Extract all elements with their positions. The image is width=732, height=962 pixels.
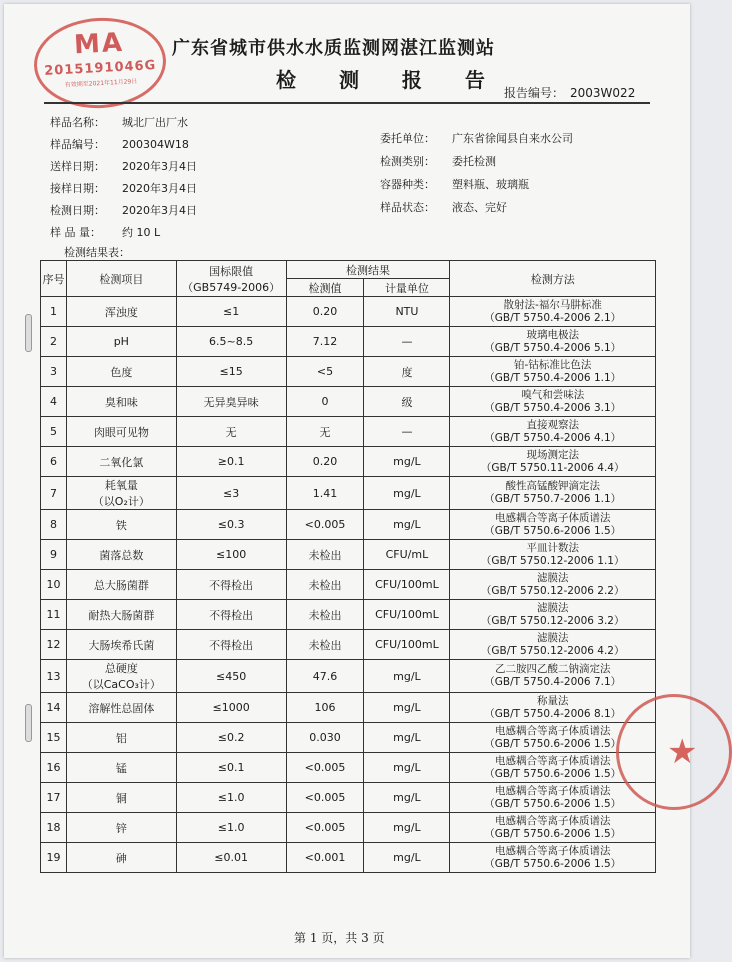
cell-method bbox=[450, 540, 656, 570]
cell-no: 3 bbox=[41, 357, 67, 387]
cell-limit: ≤1000 bbox=[176, 693, 286, 723]
binder-clip-top bbox=[25, 314, 32, 352]
report-number-label: 报告编号： bbox=[504, 86, 565, 100]
method-name: 滤膜法 bbox=[536, 571, 569, 584]
item-name: 铝 bbox=[115, 731, 127, 745]
cell-item bbox=[66, 630, 176, 660]
cell-value: 0 bbox=[286, 387, 364, 417]
method-name: 电感耦合等离子体质谱法 bbox=[494, 754, 611, 767]
cell-value: 7.12 bbox=[286, 327, 364, 357]
cma-stamp-code: 2015191046G bbox=[43, 58, 157, 79]
cell-unit: CFU/mL bbox=[364, 540, 450, 570]
cell-item bbox=[66, 753, 176, 783]
cma-stamp-logo: MA bbox=[73, 27, 125, 61]
cell-unit: — bbox=[364, 327, 450, 357]
cell-method bbox=[450, 843, 656, 873]
info-label: 接样日期： bbox=[50, 182, 105, 195]
cell-unit: mg/L bbox=[364, 477, 450, 510]
cell-item bbox=[66, 327, 176, 357]
item-basis: （以CaCO₃计） bbox=[81, 678, 161, 691]
item-name: 臭和味 bbox=[104, 395, 138, 409]
method-name: 电感耦合等离子体质谱法 bbox=[494, 814, 611, 827]
cell-no: 14 bbox=[41, 693, 67, 723]
cell-method bbox=[450, 447, 656, 477]
info-value: 2020年3月4日 bbox=[122, 160, 197, 173]
cell-item bbox=[66, 297, 176, 327]
method-standard: （GB/T 5750.4-2006 3.1） bbox=[484, 401, 622, 414]
item-basis: （以O₂计） bbox=[92, 495, 150, 508]
info-value: 2020年3月4日 bbox=[122, 204, 197, 217]
item-name: 总硬度 bbox=[104, 662, 138, 675]
item-name: 砷 bbox=[115, 851, 127, 865]
cell-no: 8 bbox=[41, 510, 67, 540]
cell-unit: CFU/100mL bbox=[364, 600, 450, 630]
cell-value: <0.001 bbox=[286, 843, 364, 873]
info-value: 200304W18 bbox=[122, 138, 189, 151]
method-name: 乙二胺四乙酸二钠滴定法 bbox=[494, 663, 611, 675]
info-label: 检测日期： bbox=[50, 204, 105, 217]
item-name: 铜 bbox=[115, 791, 127, 805]
cell-limit: ≤0.1 bbox=[176, 753, 286, 783]
cell-value: 106 bbox=[286, 693, 364, 723]
method-name: 电感耦合等离子体质谱法 bbox=[494, 784, 611, 797]
method-name: 玻璃电极法 bbox=[526, 328, 579, 341]
cell-unit: mg/L bbox=[364, 660, 450, 693]
info-label: 容器种类： bbox=[380, 178, 435, 191]
method-name: 电感耦合等离子体质谱法 bbox=[494, 724, 611, 737]
method-standard: （GB/T 5750.6-2006 1.5） bbox=[484, 857, 622, 870]
info-value: 液态、完好 bbox=[452, 201, 507, 214]
binder-clip-bottom bbox=[25, 704, 32, 742]
cell-unit: mg/L bbox=[364, 843, 450, 873]
info-send-date bbox=[50, 158, 197, 174]
report-number bbox=[504, 84, 635, 101]
info-amount bbox=[50, 224, 160, 240]
info-test-date bbox=[50, 202, 197, 218]
method-name: 现场测定法 bbox=[526, 448, 579, 461]
method-name: 滤膜法 bbox=[536, 601, 569, 614]
cell-method bbox=[450, 297, 656, 327]
method-name: 直接观察法 bbox=[526, 418, 579, 431]
cell-unit: CFU/100mL bbox=[364, 630, 450, 660]
table-row bbox=[41, 357, 656, 387]
method-standard: （GB/T 5750.12-2006 3.2） bbox=[480, 614, 625, 627]
cell-item bbox=[66, 570, 176, 600]
cell-unit: NTU bbox=[364, 297, 450, 327]
item-name: 锌 bbox=[115, 821, 127, 835]
table-row bbox=[41, 753, 656, 783]
cell-no: 11 bbox=[41, 600, 67, 630]
table-row bbox=[41, 630, 656, 660]
cell-limit: ≥0.1 bbox=[176, 447, 286, 477]
table-row bbox=[41, 297, 656, 327]
official-seal bbox=[616, 694, 732, 810]
cell-unit: mg/L bbox=[364, 753, 450, 783]
method-name: 滤膜法 bbox=[536, 631, 569, 644]
cell-no: 12 bbox=[41, 630, 67, 660]
item-name: 总大肠菌群 bbox=[93, 578, 149, 592]
cell-limit: 不得检出 bbox=[176, 570, 286, 600]
cell-no: 5 bbox=[41, 417, 67, 447]
method-name: 电感耦合等离子体质谱法 bbox=[494, 844, 611, 857]
cell-method bbox=[450, 327, 656, 357]
header-divider bbox=[44, 102, 650, 104]
cell-item bbox=[66, 387, 176, 417]
cell-method bbox=[450, 693, 656, 723]
cell-unit: mg/L bbox=[364, 723, 450, 753]
cell-value: <0.005 bbox=[286, 510, 364, 540]
cell-value: <0.005 bbox=[286, 753, 364, 783]
method-name: 铂-钴标准比色法 bbox=[514, 358, 592, 371]
organization-name: 广东省城市供水水质监测网湛江监测站 bbox=[172, 38, 495, 59]
header-limit-label: 国标限值 bbox=[209, 264, 254, 278]
method-name: 电感耦合等离子体质谱法 bbox=[494, 511, 611, 524]
cell-method bbox=[450, 387, 656, 417]
cell-method bbox=[450, 783, 656, 813]
cell-no: 7 bbox=[41, 477, 67, 510]
method-standard: （GB/T 5750.4-2006 2.1） bbox=[484, 311, 622, 324]
cell-item bbox=[66, 843, 176, 873]
item-name: 大肠埃希氏菌 bbox=[88, 638, 155, 652]
cell-limit: ≤100 bbox=[176, 540, 286, 570]
table-row bbox=[41, 540, 656, 570]
cell-no: 4 bbox=[41, 387, 67, 417]
cell-unit: mg/L bbox=[364, 510, 450, 540]
method-name: 嗅气和尝味法 bbox=[521, 388, 585, 401]
info-value: 约 10 L bbox=[122, 226, 161, 239]
method-standard: （GB/T 5750.12-2006 4.2） bbox=[480, 644, 625, 657]
cell-limit: ≤1.0 bbox=[176, 813, 286, 843]
cell-no: 1 bbox=[41, 297, 67, 327]
info-client bbox=[380, 130, 573, 146]
cell-item bbox=[66, 447, 176, 477]
info-label: 样品状态： bbox=[380, 201, 435, 214]
method-standard: （GB/T 5750.4-2006 4.1） bbox=[484, 431, 622, 444]
info-sample-no bbox=[50, 136, 189, 152]
cell-value: 未检出 bbox=[286, 570, 364, 600]
method-standard: （GB/T 5750.4-2006 1.1） bbox=[484, 371, 622, 384]
page-footer: 第 1 页，共 3 页 bbox=[294, 931, 385, 945]
cma-stamp bbox=[32, 15, 169, 112]
cell-method bbox=[450, 813, 656, 843]
item-name: 肉眼可见物 bbox=[93, 425, 149, 439]
cell-no: 10 bbox=[41, 570, 67, 600]
item-name: 耗氧量 bbox=[104, 479, 138, 492]
cell-value: 0.030 bbox=[286, 723, 364, 753]
item-name: 溶解性总固体 bbox=[88, 701, 155, 715]
table-row bbox=[41, 723, 656, 753]
cell-limit: 无异臭异味 bbox=[176, 387, 286, 417]
info-label: 送样日期： bbox=[50, 160, 105, 173]
info-label: 样 品 量： bbox=[50, 226, 101, 239]
results-table bbox=[40, 260, 656, 873]
cell-value: 无 bbox=[286, 417, 364, 447]
cell-item bbox=[66, 477, 176, 510]
cell-method bbox=[450, 477, 656, 510]
item-name: 铁 bbox=[115, 518, 127, 532]
cell-value: 0.20 bbox=[286, 297, 364, 327]
cell-no: 17 bbox=[41, 783, 67, 813]
star-icon: ★ bbox=[667, 732, 698, 772]
info-label: 检测类别： bbox=[380, 155, 435, 168]
cell-item bbox=[66, 510, 176, 540]
cell-value: 未检出 bbox=[286, 600, 364, 630]
table-row bbox=[41, 660, 656, 693]
cell-item bbox=[66, 693, 176, 723]
report-page bbox=[4, 4, 698, 958]
method-name: 称量法 bbox=[536, 694, 569, 707]
cell-item bbox=[66, 417, 176, 447]
info-label: 委托单位： bbox=[380, 132, 435, 145]
table-row bbox=[41, 570, 656, 600]
cell-value: 1.41 bbox=[286, 477, 364, 510]
table-row bbox=[41, 417, 656, 447]
cell-unit: mg/L bbox=[364, 813, 450, 843]
method-name: 酸性高锰酸钾滴定法 bbox=[505, 480, 600, 492]
cell-limit: ≤3 bbox=[176, 477, 286, 510]
cell-limit: 6.5~8.5 bbox=[176, 327, 286, 357]
info-test-type bbox=[380, 153, 496, 169]
method-standard: （GB/T 5750.12-2006 2.2） bbox=[480, 584, 625, 597]
cell-unit: mg/L bbox=[364, 447, 450, 477]
cell-value: 未检出 bbox=[286, 540, 364, 570]
method-standard: （GB/T 5750.11-2006 4.4） bbox=[480, 461, 625, 474]
cell-unit: CFU/100mL bbox=[364, 570, 450, 600]
report-number-value: 2003W022 bbox=[570, 86, 636, 100]
info-value: 广东省徐闻县自来水公司 bbox=[452, 132, 573, 145]
info-label: 样品名称： bbox=[50, 116, 105, 129]
cell-method bbox=[450, 630, 656, 660]
info-label: 样品编号： bbox=[50, 138, 105, 151]
method-standard: （GB/T 5750.6-2006 1.5） bbox=[484, 827, 622, 840]
info-container bbox=[380, 176, 529, 192]
results-table-title: 检测结果表： bbox=[64, 246, 130, 259]
cell-no: 13 bbox=[41, 660, 67, 693]
cell-limit: 不得检出 bbox=[176, 630, 286, 660]
cell-unit: 度 bbox=[364, 357, 450, 387]
table-row bbox=[41, 813, 656, 843]
cell-limit: ≤0.3 bbox=[176, 510, 286, 540]
cell-value: <5 bbox=[286, 357, 364, 387]
table-row bbox=[41, 447, 656, 477]
cell-no: 15 bbox=[41, 723, 67, 753]
cell-value: <0.005 bbox=[286, 813, 364, 843]
cell-limit: ≤15 bbox=[176, 357, 286, 387]
info-sample-name bbox=[50, 114, 188, 130]
cma-stamp-validity: 有效期至2021年11月29日 bbox=[64, 78, 138, 89]
method-standard: （GB/T 5750.6-2006 1.5） bbox=[484, 737, 622, 750]
cell-limit: 不得检出 bbox=[176, 600, 286, 630]
cell-unit: mg/L bbox=[364, 693, 450, 723]
cell-limit: ≤1 bbox=[176, 297, 286, 327]
cell-no: 16 bbox=[41, 753, 67, 783]
item-name: pH bbox=[113, 335, 129, 348]
table-row bbox=[41, 387, 656, 417]
item-name: 耐热大肠菌群 bbox=[88, 608, 155, 622]
item-name: 锰 bbox=[115, 761, 127, 775]
table-row bbox=[41, 693, 656, 723]
method-name: 散射法-福尔马肼标准 bbox=[503, 298, 602, 311]
info-value: 2020年3月4日 bbox=[122, 182, 197, 195]
document-title: 检 测 报 告 bbox=[276, 68, 503, 92]
cell-item bbox=[66, 660, 176, 693]
cell-limit: ≤0.01 bbox=[176, 843, 286, 873]
cell-value: 0.20 bbox=[286, 447, 364, 477]
method-standard: （GB/T 5750.4-2006 8.1） bbox=[484, 707, 622, 720]
method-standard: （GB/T 5750.7-2006 1.1） bbox=[484, 493, 622, 505]
cell-limit: ≤450 bbox=[176, 660, 286, 693]
info-state bbox=[380, 199, 507, 215]
table-row bbox=[41, 843, 656, 873]
info-value: 城北厂出厂水 bbox=[122, 116, 188, 129]
cell-no: 9 bbox=[41, 540, 67, 570]
table-row bbox=[41, 600, 656, 630]
method-standard: （GB/T 5750.4-2006 5.1） bbox=[484, 341, 622, 354]
cell-method bbox=[450, 570, 656, 600]
cell-method bbox=[450, 510, 656, 540]
cell-method bbox=[450, 357, 656, 387]
cell-item bbox=[66, 813, 176, 843]
cell-item bbox=[66, 357, 176, 387]
cell-no: 18 bbox=[41, 813, 67, 843]
header-limit bbox=[176, 261, 286, 297]
table-row bbox=[41, 327, 656, 357]
method-standard: （GB/T 5750.4-2006 7.1） bbox=[484, 676, 622, 688]
method-standard: （GB/T 5750.6-2006 1.5） bbox=[484, 767, 622, 780]
cell-item bbox=[66, 723, 176, 753]
cell-no: 19 bbox=[41, 843, 67, 873]
cell-limit: ≤1.0 bbox=[176, 783, 286, 813]
table-row bbox=[41, 510, 656, 540]
header-result: 检测结果 bbox=[286, 261, 450, 279]
cell-item bbox=[66, 783, 176, 813]
cell-method bbox=[450, 660, 656, 693]
method-name: 平皿计数法 bbox=[526, 541, 579, 554]
header-unit: 计量单位 bbox=[364, 279, 450, 297]
item-name: 二氧化氯 bbox=[99, 455, 144, 469]
header-limit-std: （GB5749-2006） bbox=[182, 280, 281, 294]
info-value: 塑料瓶、玻璃瓶 bbox=[452, 178, 529, 191]
info-value: 委托检测 bbox=[452, 155, 496, 168]
item-name: 菌落总数 bbox=[99, 548, 144, 562]
cell-limit: 无 bbox=[176, 417, 286, 447]
cell-unit: mg/L bbox=[364, 783, 450, 813]
header-item: 检测项目 bbox=[66, 261, 176, 297]
cell-no: 6 bbox=[41, 447, 67, 477]
cell-method bbox=[450, 600, 656, 630]
table-row bbox=[41, 477, 656, 510]
cell-value: 47.6 bbox=[286, 660, 364, 693]
header-method: 检测方法 bbox=[450, 261, 656, 297]
cell-item bbox=[66, 540, 176, 570]
cell-unit: 级 bbox=[364, 387, 450, 417]
method-standard: （GB/T 5750.6-2006 1.5） bbox=[484, 524, 622, 537]
method-standard: （GB/T 5750.12-2006 1.1） bbox=[480, 554, 625, 567]
header-value: 检测值 bbox=[286, 279, 364, 297]
item-name: 色度 bbox=[110, 365, 133, 379]
cell-unit: — bbox=[364, 417, 450, 447]
info-receive-date bbox=[50, 180, 197, 196]
cell-value: <0.005 bbox=[286, 783, 364, 813]
cell-limit: ≤0.2 bbox=[176, 723, 286, 753]
cell-method bbox=[450, 417, 656, 447]
cell-item bbox=[66, 600, 176, 630]
cell-no: 2 bbox=[41, 327, 67, 357]
item-name: 浑浊度 bbox=[104, 305, 138, 319]
cell-value: 未检出 bbox=[286, 630, 364, 660]
method-standard: （GB/T 5750.6-2006 1.5） bbox=[484, 797, 622, 810]
header-no: 序号 bbox=[41, 261, 67, 297]
table-row bbox=[41, 783, 656, 813]
